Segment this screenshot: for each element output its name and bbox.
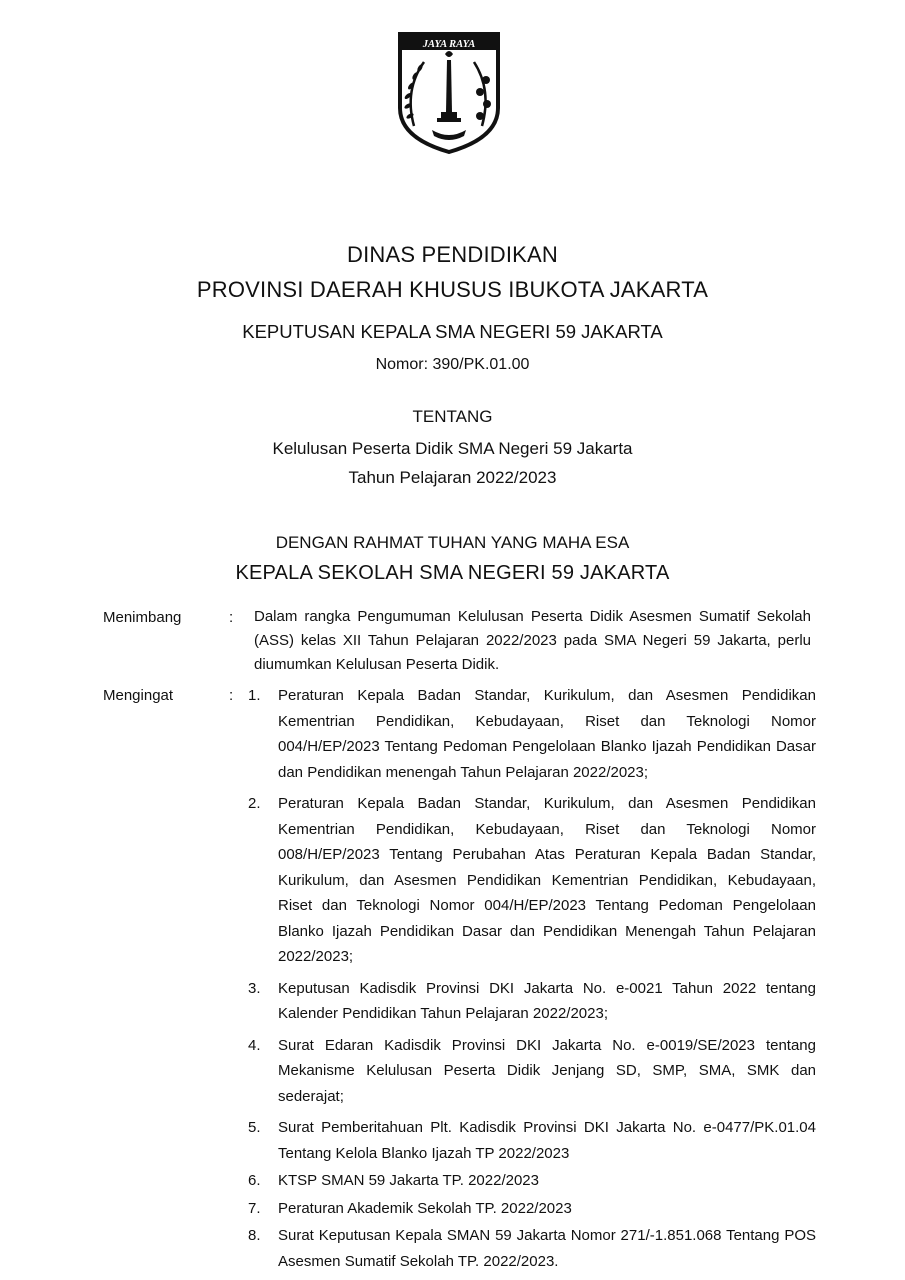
list-item-number: 6. <box>248 1172 261 1189</box>
list-item-number: 1. <box>248 687 261 704</box>
list-item-text: Surat Keputusan Kepala SMAN 59 Jakarta Nomor 271/-1.851.068 Tentang POS Asesmen Sumatif Sekolah TP. 2022/2023. <box>278 1227 816 1270</box>
menimbang-text: Dalam rangka Pengumuman Kelulusan Peserta Didik Asesmen Sumatif Sekolah (ASS) kelas XII Tahun Pelajaran 2022/2023 pada SMA Negeri 59 Jakarta, perlu diumumkan Kelulusan Peserta Didik. <box>254 608 811 673</box>
subject-line-2: Tahun Pelajaran 2022/2023 <box>348 468 557 487</box>
list-item <box>244 1168 816 1194</box>
list-item-text: KTSP SMAN 59 Jakarta TP. 2022/2023 <box>278 1172 539 1189</box>
mengingat-list <box>244 683 816 1274</box>
mengingat-colon: : <box>229 687 234 704</box>
list-item <box>244 683 816 785</box>
list-item-text: Peraturan Kepala Badan Standar, Kurikulum, dan Asesmen Pendidikan Kementrian Pendidikan, Kebudayaan, Riset dan Teknologi Nomor 004/H/EP/2023 Tentang Pedoman Pengelolaan Blanko Ijazah Pendidikan Dasar dan Pendidikan menengah Tahun Pelajaran 2022/2023; <box>278 687 816 781</box>
office-name: DINAS PENDIDIKAN <box>346 242 559 267</box>
svg-text:JAYA RAYA: JAYA RAYA <box>422 39 476 50</box>
subject-line-1: Kelulusan Peserta Didik SMA Negeri 59 Jakarta <box>272 439 633 458</box>
list-item <box>244 1196 816 1222</box>
list-item <box>244 976 816 1027</box>
list-item-number: 3. <box>248 979 261 997</box>
decree-number: Nomor: 390/PK.01.00 <box>375 356 530 373</box>
jakarta-emblem-icon <box>394 30 504 154</box>
list-item <box>244 1033 816 1110</box>
opening-line-2: KEPALA SEKOLAH SMA NEGERI 59 JAKARTA <box>235 562 670 584</box>
list-item-text: Keputusan Kadisdik Provinsi DKI Jakarta No. e-0021 Tahun 2022 tentang Kalender Pendidikan Tahun Pelajaran 2022/2023; <box>278 979 816 1022</box>
list-item-number: 8. <box>248 1227 261 1244</box>
menimbang-colon: : <box>229 609 234 626</box>
menimbang-label: Menimbang <box>103 609 182 626</box>
list-item <box>244 1115 816 1166</box>
list-item-number: 2. <box>248 795 261 812</box>
list-item-text: Surat Pemberitahuan Plt. Kadisdik Provinsi DKI Jakarta No. e-0477/PK.01.04 Tentang Kelola Blanko Ijazah TP 2022/2023 <box>278 1119 816 1162</box>
list-item-text: Peraturan Kepala Badan Standar, Kurikulum, dan Asesmen Pendidikan Kementrian Pendidikan, Kebudayaan, Riset dan Teknologi Nomor 008/H/EP/2023 Tentang Perubahan Atas Peraturan Kepala Badan Standar, Kurikulum, dan Asesmen Pendidikan Kementrian Pendidikan, Kebudayaan, Riset dan Teknologi Nomor 004/H/EP/2023 Tentang Pedoman Pengelolaan Blanko Ijazah Pendidikan Dasar dan Pendidikan Menengah Tahun Pelajaran 2022/2023; <box>278 795 816 965</box>
mengingat-label: Mengingat <box>103 687 174 704</box>
province-name: PROVINSI DAERAH KHUSUS IBUKOTA JAKARTA <box>196 277 709 302</box>
list-item <box>244 791 816 970</box>
list-item-text: Surat Edaran Kadisdik Provinsi DKI Jakarta No. e-0019/SE/2023 tentang Mekanisme Kelulusan Peserta Didik Jenjang SD, SMP, SMA, SMK dan sederajat; <box>278 1036 816 1105</box>
list-item-number: 5. <box>248 1119 261 1136</box>
subject-label: TENTANG <box>412 407 493 426</box>
list-item <box>244 1223 816 1274</box>
list-item-text: Peraturan Akademik Sekolah TP. 2022/2023 <box>278 1199 572 1217</box>
decree-title: KEPUTUSAN KEPALA SMA NEGERI 59 JAKARTA <box>242 321 663 342</box>
list-item-number: 7. <box>248 1199 261 1217</box>
list-item-number: 4. <box>248 1036 261 1054</box>
opening-line-1: DENGAN RAHMAT TUHAN YANG MAHA ESA <box>275 533 630 552</box>
